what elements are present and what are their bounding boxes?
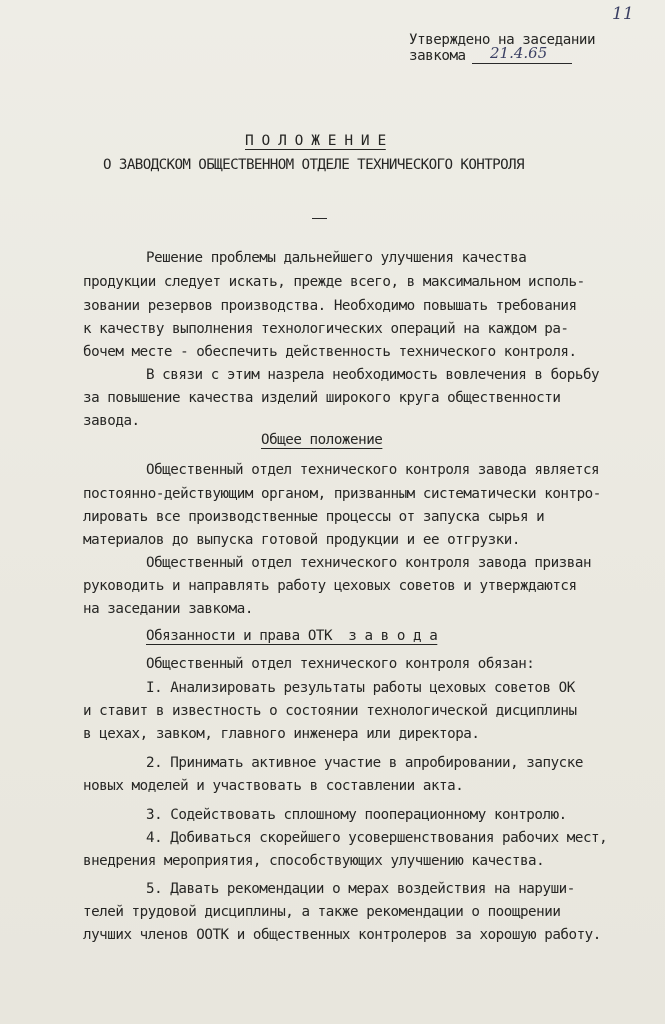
approval-date: 21.4.65 [490, 44, 548, 62]
general-line-3: лировать все производственные процессы от запуска сырья и [83, 509, 545, 525]
intro-line-2: продукции следует искать, прежде всего, в максимальном исполь- [83, 274, 585, 290]
duties-line-11: телей трудовой дисциплины, а также рекомендации о поощрении [83, 904, 561, 920]
duties-line-7: 3. Содействовать сплошному пооперационному контролю. [146, 807, 567, 823]
document-title: П О Л О Ж Е Н И Е [245, 133, 386, 149]
document-subtitle: О ЗАВОДСКОМ ОБЩЕСТВЕННОМ ОТДЕЛЕ ТЕХНИЧЕСКОГО КОНТРОЛЯ [103, 157, 524, 173]
intro-line-1: Решение проблемы дальнейшего улучшения качества [146, 250, 527, 266]
approval-line-2: завкома [409, 48, 466, 64]
duties-line-2: I. Анализировать результаты работы цеховых советов ОК [146, 680, 575, 696]
intro-line-5: бочем месте - обеспечить действенность технического контроля. [83, 344, 577, 360]
general-line-5: Общественный отдел технического контроля завода призван [146, 555, 592, 571]
intro-line-8: завода. [83, 413, 140, 429]
page-number: 11 [612, 4, 634, 24]
general-line-1: Общественный отдел технического контроля завода является [146, 462, 600, 478]
intro-line-4: к качеству выполнения технологических операций на каждом ра- [83, 321, 569, 337]
duties-line-6: новых моделей и участвовать в составлении акта. [83, 778, 464, 794]
general-line-7: на заседании завкома. [83, 601, 253, 617]
duties-line-5: 2. Принимать активное участие в апробировании, запуске [146, 755, 583, 771]
approval-date-underline [472, 63, 572, 64]
approval-line-1: Утверждено на заседании [409, 32, 596, 48]
duties-line-9: внедрения мероприятия, способствующих улучшению качества. [83, 853, 545, 869]
section-heading-general: Общее положение [261, 432, 383, 448]
general-line-4: материалов до выпуска готовой продукции и ее отгрузки. [83, 532, 520, 548]
section-heading-duties: Обязанности и права ОТК з а в о д а [146, 628, 438, 644]
general-line-2: постоянно-действующим органом, призванным систематически контро- [83, 486, 601, 502]
duties-line-4: в цехах, завком, главного инженера или директора. [83, 726, 480, 742]
duties-line-1: Общественный отдел технического контроля обязан: [146, 656, 535, 672]
duties-line-8: 4. Добиваться скорейшего усовершенствования рабочих мест, [146, 830, 608, 846]
duties-line-12: лучших членов ООТК и общественных контролеров за хорошую работу. [83, 927, 601, 943]
intro-line-3: зовании резервов производства. Необходимо повышать требования [83, 298, 577, 314]
intro-line-6: В связи с этим назрела необходимость вовлечения в борьбу [146, 367, 600, 383]
duties-line-10: 5. Давать рекомендации о мерах воздействия на наруши- [146, 881, 575, 897]
duties-line-3: и ставит в известность о состоянии технологической дисциплины [83, 703, 577, 719]
general-line-6: руководить и направлять работу цеховых советов и утверждаются [83, 578, 577, 594]
intro-line-7: за повышение качества изделий широкого круга общественности [83, 390, 561, 406]
title-separator [312, 218, 327, 219]
